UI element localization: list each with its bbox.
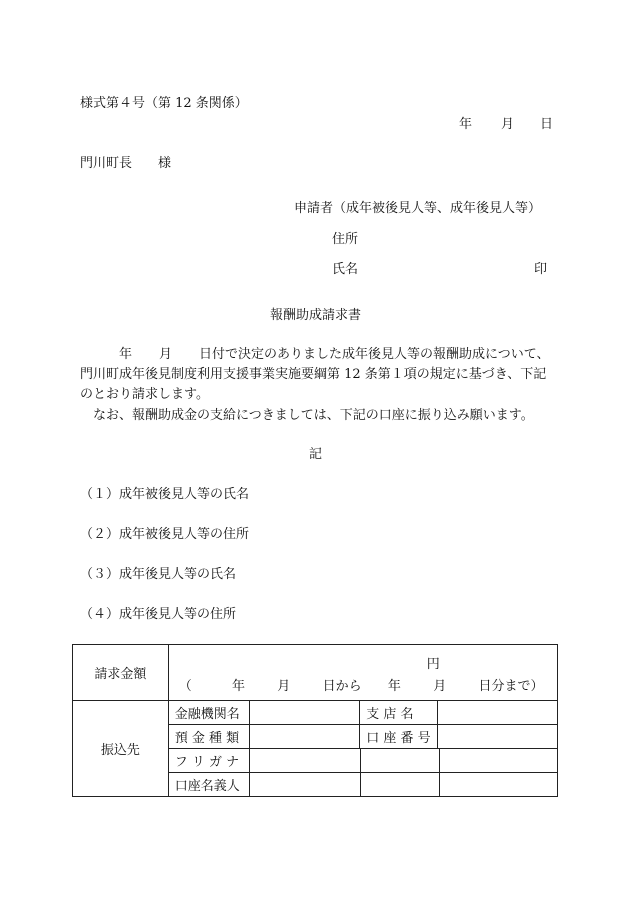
body-line1: 日付で決定のありました成年後見人等の報酬助成について、 <box>199 347 550 362</box>
address-label: 住所 <box>332 232 359 247</box>
item-guardian-name: （３）成年後見人等の氏名 <box>80 567 237 582</box>
period-from-year: 年 <box>232 679 246 694</box>
body-month: 月 <box>159 347 173 362</box>
amount-cell[interactable] <box>168 645 557 701</box>
deposit-type-field[interactable] <box>250 725 360 749</box>
body-line2: 門川町成年後見制度利用支援事業実施要綱第 12 条第１項の規定に基づき、下記 <box>80 367 547 382</box>
yen-label: 円 <box>426 657 440 672</box>
period-from-day: 日から <box>322 679 362 694</box>
item-guardian-address: （４）成年後見人等の住所 <box>80 607 237 622</box>
payment-table <box>72 644 558 797</box>
deposit-type-label: 預 金 種 類 <box>168 725 250 749</box>
account-number-label: 口 座 番 号 <box>360 725 438 749</box>
date-year: 年 <box>459 117 473 132</box>
account-holder-field[interactable] <box>250 773 558 797</box>
furigana-label: フ リ ガ ナ <box>168 749 250 773</box>
document-title: 報酬助成請求書 <box>270 308 362 323</box>
amount-label: 請求金額 <box>73 645 169 701</box>
seal-mark: 印 <box>534 262 548 277</box>
item-ward-name: （１）成年被後見人等の氏名 <box>80 487 250 502</box>
body-line3: のとおり請求します。 <box>80 387 209 402</box>
period-open: （ <box>178 679 192 694</box>
date-month: 月 <box>501 117 515 132</box>
branch-name-field[interactable] <box>438 701 558 725</box>
body-line4: なお、報酬助成金の支給につきましては、下記の口座に振り込み願います。 <box>93 408 534 423</box>
branch-name-label: 支 店 名 <box>360 701 438 725</box>
bank-name-field[interactable] <box>250 701 360 725</box>
period-from-month: 月 <box>277 679 291 694</box>
addressee-name: 門川町長 <box>80 156 133 171</box>
furigana-field[interactable] <box>250 749 558 773</box>
date-day: 日 <box>540 117 554 132</box>
name-label: 氏名 <box>332 262 359 277</box>
period-to-day: 日分まで） <box>478 679 544 694</box>
transfer-label: 振込先 <box>73 701 169 797</box>
account-holder-label: 口座名義人 <box>168 773 250 797</box>
period-to-month: 月 <box>433 679 447 694</box>
body-year: 年 <box>119 347 133 362</box>
period-to-year: 年 <box>387 679 401 694</box>
addressee-honorific: 様 <box>158 156 172 171</box>
account-number-field[interactable] <box>438 725 558 749</box>
ki-heading: 記 <box>309 447 323 462</box>
applicant-title: 申請者（成年被後見人等、成年後見人等） <box>294 201 542 216</box>
item-ward-address: （２）成年被後見人等の住所 <box>80 527 250 542</box>
form-number: 様式第４号（第 12 条関係） <box>80 96 248 111</box>
period-line <box>179 675 544 694</box>
bank-name-label: 金融機関名 <box>168 701 250 725</box>
